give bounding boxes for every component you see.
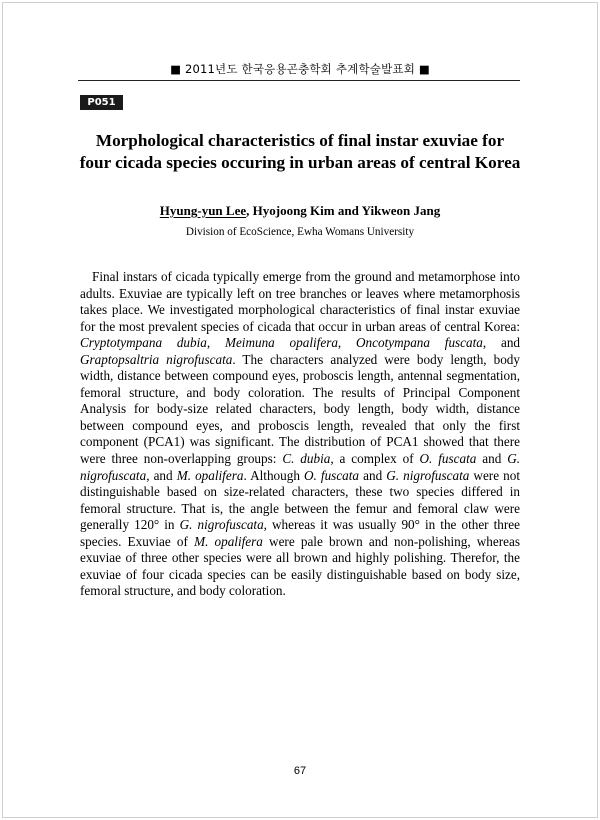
page-number: 67	[293, 765, 307, 777]
abstract-text: and	[359, 467, 387, 483]
abstract-text: , and	[482, 335, 521, 351]
species-name: C. dubia	[282, 451, 331, 467]
abstract-text: and	[476, 451, 508, 467]
paper-title	[40, 130, 560, 174]
abstract-text: , whereas it was usually 90° in the other three species. Exuviae of	[80, 517, 520, 549]
conference-header: ■ 2011년도 한국응용곤충학회 추계학술발표회 ■	[170, 62, 430, 76]
abstract-body	[80, 269, 520, 600]
species-name: G. nigrofuscata	[179, 517, 264, 533]
species-name: G. nigrofuscata	[386, 467, 470, 483]
species-name: O. fuscata	[419, 451, 477, 467]
abstract-text: ,	[337, 335, 357, 351]
title-line-1: Morphological characteristics of final instar exuviae for	[95, 131, 505, 150]
affiliation: Division of EcoScience, Ewha Womans University	[185, 226, 415, 238]
author-list	[0, 203, 600, 219]
title-line-2: four cicada species occuring in urban areas of central Korea	[79, 153, 521, 172]
species-name: Cryptotympana dubia	[80, 335, 207, 351]
abstract-text: were not distinguishable based on size-related characters, these two species differed in femoral structure. That is, the angle between the femur and femoral claw were generally 120° in	[80, 467, 520, 533]
species-name: Oncotympana fuscata	[356, 335, 483, 351]
header-divider	[78, 80, 520, 81]
abstract-text: ,	[206, 335, 225, 351]
presenting-author: Hyung-yun Lee	[159, 203, 247, 218]
species-name: O. fuscata	[304, 467, 360, 483]
poster-code-badge: P051	[80, 95, 123, 110]
co-authors: , Hyojoong Kim and Yikweon Jang	[246, 203, 441, 218]
abstract-text: were pale brown and non-polishing, whereas exuviae of three other species were all brown and highly polishing. Therefor, the exuviae of four cicada species can be easily distinguishable based on body size, femoral structure, and body coloration.	[80, 533, 520, 599]
abstract-text: , and	[146, 467, 177, 483]
species-name: M. opalifera	[194, 533, 263, 549]
abstract-text: . The characters analyzed were body length, body width, distance between compound eyes, proboscis length, antennal segmentation, femoral structure, and body coloration. The results of Principal Component Analysis for body-size related characters, body length, body width, distance between compound eyes, and proboscis length, revealed that only the first component (PCA1) was significant. The distribution of PCA1 showed that there were three non-overlapping groups:	[80, 351, 520, 467]
species-name: G. nigrofuscata	[80, 451, 521, 483]
abstract-text: , a complex of	[330, 451, 420, 467]
species-name: M. opalifera	[176, 467, 244, 483]
species-name: Meimuna opalifera	[224, 335, 338, 351]
abstract-text: . Although	[243, 467, 305, 483]
abstract-text: Final instars of cicada typically emerge from the ground and metamorphose into adults. Exuviae are typically left on tree branches or leaves where metamorphosis takes place. We investigated morphological characteristics of final instar exuviae for the most prevalent species of cicada that occur in urban areas of central Korea:	[80, 269, 520, 334]
species-name: Graptopsaltria nigrofuscata	[80, 351, 233, 367]
